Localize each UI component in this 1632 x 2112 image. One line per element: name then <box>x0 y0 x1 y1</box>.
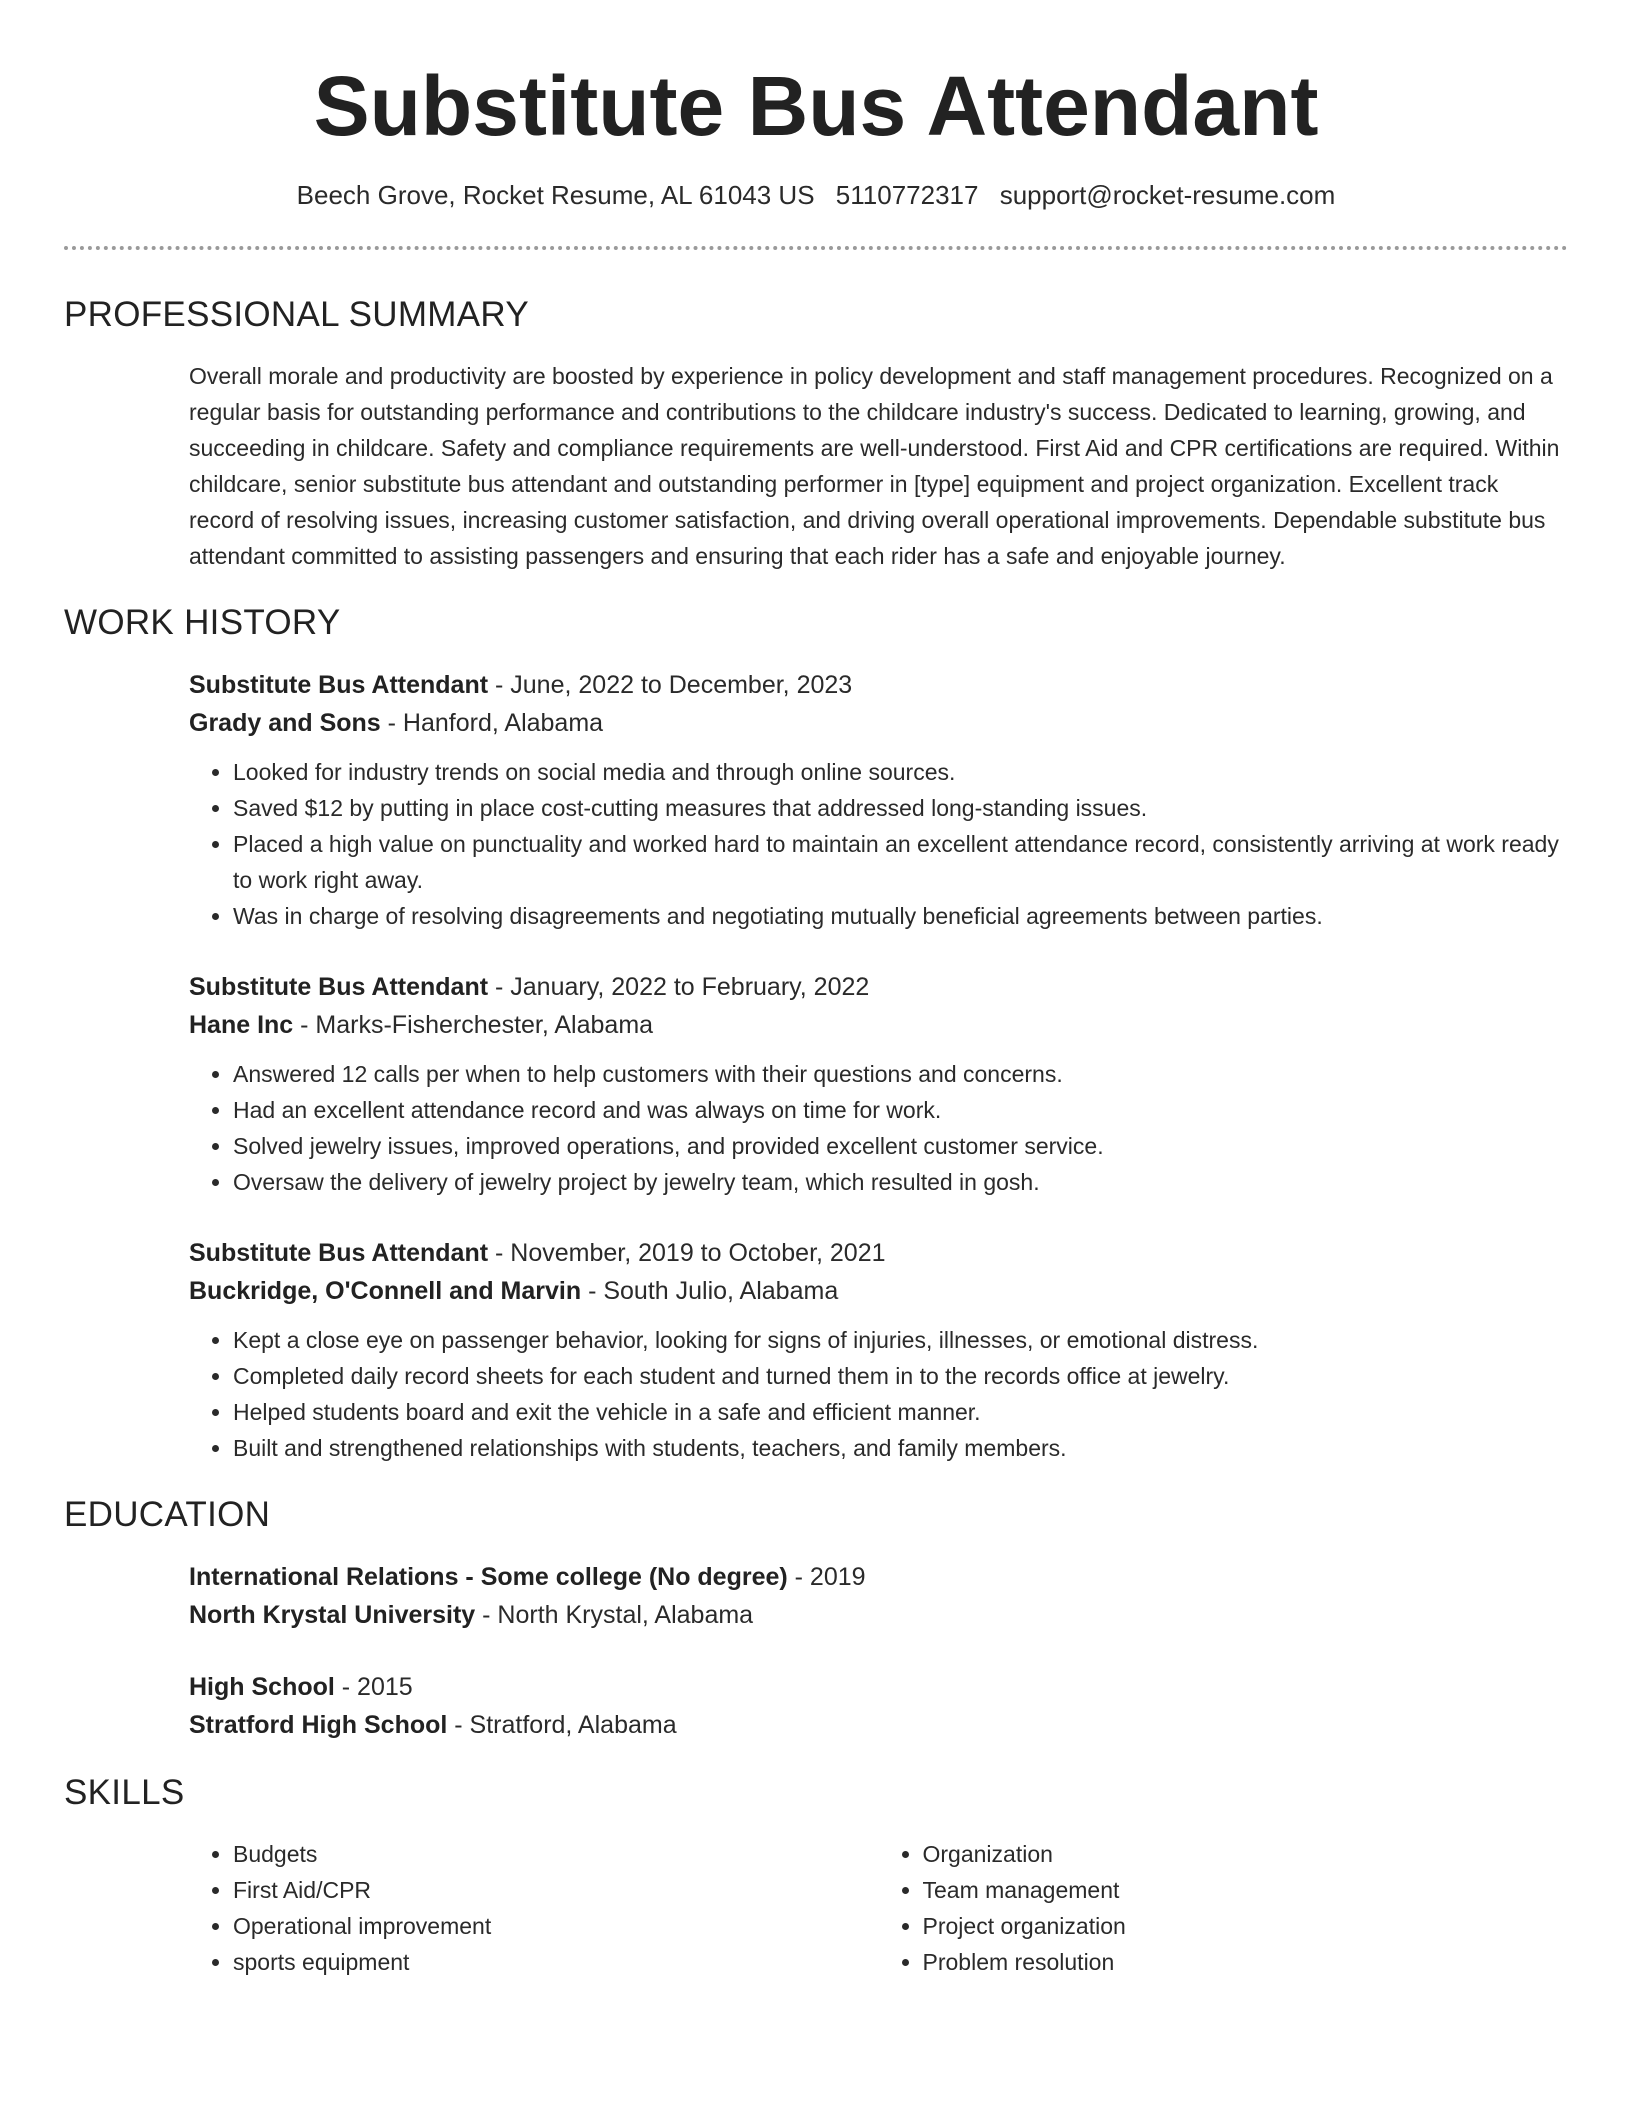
job-dates: - November, 2019 to October, 2021 <box>488 1239 886 1267</box>
skill-item: • Problem resolution <box>923 1944 1569 1980</box>
job-bullet: • Kept a close eye on passenger behavior, looking for signs of injuries, illnesses, or emotional distress. <box>233 1322 1568 1358</box>
job-bullet: • Answered 12 calls per when to help customers with their questions and concerns. <box>233 1056 1568 1092</box>
education-degree-line <box>189 1558 1568 1596</box>
job-bullet: • Oversaw the delivery of jewelry project by jewelry team, which resulted in gosh. <box>233 1164 1568 1200</box>
job-company-line <box>189 704 1568 742</box>
skill-item: • Organization <box>923 1836 1569 1872</box>
education-year: - 2019 <box>787 1563 866 1591</box>
work-history-body <box>189 666 1568 1466</box>
education-section <box>64 1494 1568 1744</box>
summary-text: Overall morale and productivity are boosted by experience in policy development and staff management procedures. Recognized on a regular basis for outstanding performance and contributions to the childcare industry's success. Dedicated to learning, growing, and succeeding in childcare. Safety and compliance requirements are well-understood. First Aid and CPR certifications are required. Within childcare, senior substitute bus attendant and outstanding performer in [type] equipment and project organization. Excellent track record of resolving issues, increasing customer satisfaction, and driving overall operational improvements. Dependable substitute bus attendant committed to assisting passengers and ensuring that each rider has a safe and enjoyable journey. <box>189 363 1560 569</box>
education-heading: EDUCATION <box>64 1495 271 1534</box>
job-bullet: • Built and strengthened relationships with students, teachers, and family members. <box>233 1430 1568 1466</box>
job-bullet: • Completed daily record sheets for each student and turned them in to the records office at jewelry. <box>233 1358 1568 1394</box>
skill-item: • First Aid/CPR <box>233 1872 879 1908</box>
job-entry <box>189 968 1568 1200</box>
summary-heading: PROFESSIONAL SUMMARY <box>64 295 529 334</box>
education-body <box>189 1558 1568 1744</box>
education-entry <box>189 1668 1568 1744</box>
job-bullets <box>189 1322 1568 1466</box>
summary-body <box>189 358 1568 574</box>
job-location: - Hanford, Alabama <box>380 709 604 737</box>
job-location: - Marks-Fisherchester, Alabama <box>293 1011 654 1039</box>
job-company: Buckridge, O'Connell and Marvin <box>189 1277 582 1305</box>
education-location: - Stratford, Alabama <box>447 1711 677 1739</box>
skill-item: • Team management <box>923 1872 1569 1908</box>
contact-email: support@rocket-resume.com <box>999 180 1336 210</box>
job-title-line <box>189 666 1568 704</box>
job-company: Grady and Sons <box>189 709 381 737</box>
job-bullet: • Was in charge of resolving disagreements and negotiating mutually beneficial agreements between parties. <box>233 898 1568 934</box>
skills-body <box>189 1836 1568 1980</box>
job-bullet: • Solved jewelry issues, improved operations, and provided excellent customer service. <box>233 1128 1568 1164</box>
job-bullet: • Looked for industry trends on social media and through online sources. <box>233 754 1568 790</box>
skills-list-right <box>879 1836 1569 1980</box>
skills-heading: SKILLS <box>64 1773 185 1812</box>
education-school: North Krystal University <box>189 1601 476 1629</box>
job-role: Substitute Bus Attendant <box>189 1239 489 1267</box>
education-degree-line <box>189 1668 1568 1706</box>
skills-list-left <box>189 1836 879 1980</box>
work-history-heading: WORK HISTORY <box>64 603 341 642</box>
job-dates: - January, 2022 to February, 2022 <box>488 973 870 1001</box>
education-year: - 2015 <box>334 1673 413 1701</box>
contact-phone: 5110772317 <box>835 180 979 210</box>
job-title-line <box>189 1234 1568 1272</box>
education-degree: High School <box>189 1673 335 1701</box>
skill-item: • Operational improvement <box>233 1908 879 1944</box>
job-role: Substitute Bus Attendant <box>189 973 489 1001</box>
job-bullet: • Saved $12 by putting in place cost-cutting measures that addressed long-standing issues. <box>233 790 1568 826</box>
education-school: Stratford High School <box>189 1711 448 1739</box>
job-bullet: • Placed a high value on punctuality and worked hard to maintain an excellent attendance record, consistently arriving at work ready to work right away. <box>233 826 1568 898</box>
job-entry <box>189 1234 1568 1466</box>
skill-item: • Project organization <box>923 1908 1569 1944</box>
work-history-section <box>64 602 1568 1466</box>
summary-section <box>64 294 1568 574</box>
skill-item: • sports equipment <box>233 1944 879 1980</box>
skills-section <box>64 1772 1568 1980</box>
education-school-line <box>189 1706 1568 1744</box>
education-entry <box>189 1558 1568 1634</box>
education-school-line <box>189 1596 1568 1634</box>
job-dates: - June, 2022 to December, 2023 <box>488 671 853 699</box>
job-company-line <box>189 1272 1568 1310</box>
education-location: - North Krystal, Alabama <box>475 1601 754 1629</box>
job-bullets <box>189 754 1568 934</box>
job-location: - South Julio, Alabama <box>581 1277 839 1305</box>
resume-name: Substitute Bus Attendant <box>313 59 1319 153</box>
job-company-line <box>189 1006 1568 1044</box>
contact-address: Beech Grove, Rocket Resume, AL 61043 US <box>296 180 815 210</box>
contact-line <box>64 178 1568 212</box>
job-role: Substitute Bus Attendant <box>189 671 489 699</box>
job-bullet: • Had an excellent attendance record and was always on time for work. <box>233 1092 1568 1128</box>
education-degree: International Relations - Some college (No degree) <box>189 1563 788 1591</box>
skill-item: • Budgets <box>233 1836 879 1872</box>
job-title-line <box>189 968 1568 1006</box>
job-bullets <box>189 1056 1568 1200</box>
job-company: Hane Inc <box>189 1011 294 1039</box>
job-bullet: • Helped students board and exit the vehicle in a safe and efficient manner. <box>233 1394 1568 1430</box>
job-entry <box>189 666 1568 934</box>
header-divider <box>64 246 1568 250</box>
